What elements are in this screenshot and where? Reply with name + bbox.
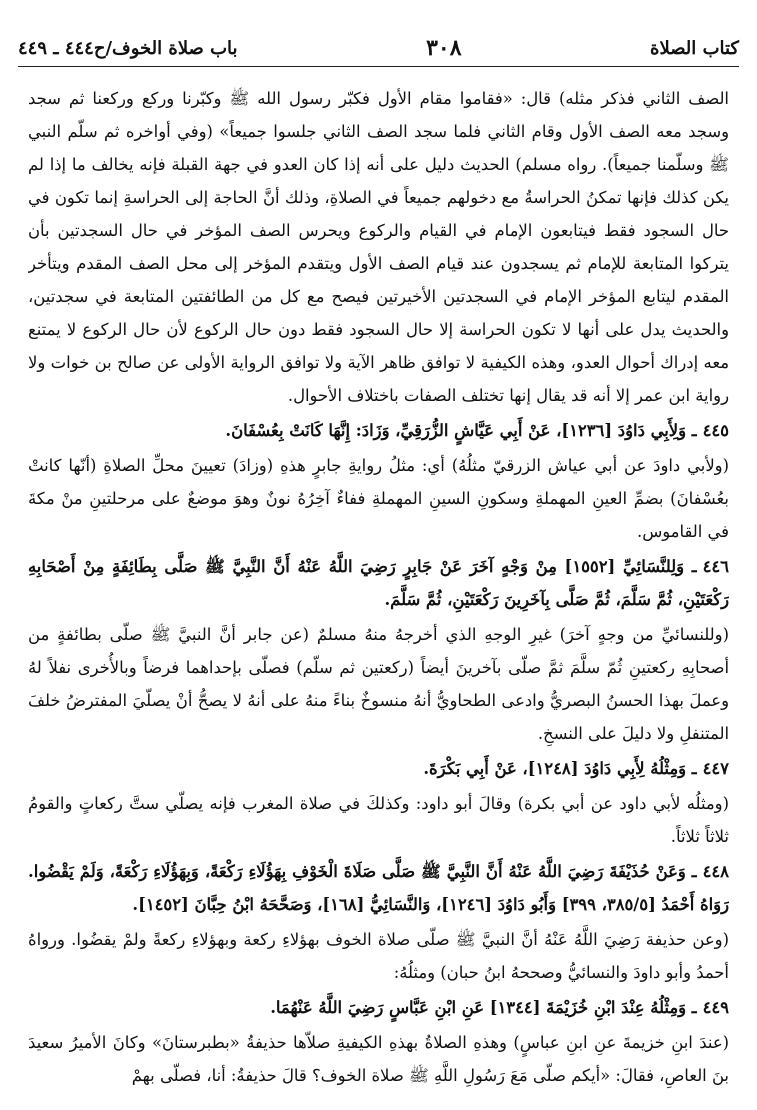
commentary-paragraph: الصف الثاني فذكر مثله) قال: «فقاموا مقام الأول فكبّر رسول الله ﷺ وكبّرنا وركع وركعنا ثم سجد وسجد معه الصف الأول وقام الثاني فلما سجد الصف الثاني جلسوا جميعاً» (وفي أواخره ثم سلّم النبي ﷺ وسلّمنا جميعاً). رواه مسلم) الحديث دليل على أنه إذا كان العدو في جهة القبلة فإنه يخالف ما إذا لم يكن كذلك فإنها تمكنُ الحراسةُ مع دخولهم جميعاً في الصلاةِ، وذلك أنَّ الحاجة إلى الحراسةِ إنما تكون في حال السجود فقط فيتابعون الإمام في القيام والركوع ويحرس الصف المؤخر في حال السجدتين بأن يتركوا المتابعة للإمام ثم يسجدون عند قيام الصف الأول ويتقدم المؤخر إلى محل الصف المقدم ويتأخر المقدم ليتابع المؤخر الإمام في السجدتين الأخيرتين فيصح مع كل من الطائفتين المتابعة في سجدتين، والحديث يدل على أنها لا تكون الحراسة إلا حال السجود فقط دون حال الركوع لأن حال الركوع لا يمتنع معه إدراك أحوال العدو، وهذه الكيفية لا توافق ظاهر الآية ولا توافق الرواية الأولى عن صالح بن خوات ولا رواية ابن عمر إلا أنه قد يقال إنها تختلف الصفات باختلاف الأحوال. — [28, 89, 729, 405]
hadith-text: ٤٤٦ـ وَلِلنَّسَائِيِّ [١٥٥٢] مِنْ وَجْهٍ آخَرَ عَنْ جَابِرٍ رَضِيَ اللَّهُ عَنْهُ أَنَّ النَّبِيَّ ﷺ صَلَّى بِطَائِفَةٍ مِنْ أَصْحَابِهِ رَكْعَتَيْنِ، ثُمَّ سَلَّمَ، ثُمَّ صَلَّى بِآخَرِينَ رَكْعَتَيْنِ، ثُمَّ سَلَّمَ. — [28, 557, 729, 609]
commentary-paragraph: (وللنسائيِّ من وجهٍ آخرَ) غيرِ الوجهِ الذي أخرجهُ منهُ مسلمٌ (عن جابر أنَّ النبيَّ ﷺ صلّى بطائفةٍ من أصحابِهِ ركعتينِ ثُمّ سلَّمَ ثمَّ صلّى بآخرينَ أيضاً (ركعتين ثم سلّم) فصلّى بإحداهما فرضاً وبالأُخرى نفلاً لهُ وعملَ بهذا الحسنُ البصريُّ وادعى الطحاويُّ أنهُ منسوخٌ بناءً منهُ على أنهُ لا يصحُّ أنْ يصلّيَ المفترضُ خلفَ المتنفلِ ولا دليلَ على النسخِ. — [28, 625, 729, 743]
hadith-text: ٤٤٧ـ وَمِثْلُهُ لِأَبِي دَاوُدَ [١٢٤٨]، عَنْ أَبِي بَكْرَةَ. — [423, 759, 729, 778]
running-header — [18, 30, 739, 67]
hadith-number: ٤٤٧ — [702, 759, 729, 778]
hadith-text: ٤٤٨ـ وَعَنْ حُذَيْفَةَ رَضِيَ اللَّهُ عَنْهُ أَنَّ النَّبِيَّ ﷺ صَلَّى صَلَاةَ الْخَوْفِ بِهَؤُلَاءِ رَكْعَةً، وَبِهَؤُلَاءِ رَكْعَةً، وَلَمْ يَقْضُوا. رَوَاهُ أَحْمَدُ [٣٨٥/٥، ٣٩٩] وَأَبُو دَاوُدَ [١٢٤٦]، وَالنَّسَائِيُّ [١٦٨]، وَصَحَّحَهُ ابْنُ حِبَّانَ [١٤٥٢]. — [28, 862, 729, 914]
page-body — [28, 82, 729, 1102]
commentary-paragraph: (وعن حذيفة رَضِيَ اللَّهُ عَنْهُ أنَّ النبيَّ ﷺ صلّى صلاة الخوف بهؤلاءِ ركعة وبهؤلاءِ ركعةً ولمْ يقضُوا. ورواهُ أحمدُ وأبو داودَ والنسائيُّ وصححهُ ابنُ حبان) ومثلُهُ: — [28, 930, 729, 982]
hadith-text: ٤٤٥ـ وَلِأَبِي دَاوُدَ [١٢٣٦]، عَنْ أَبِي عَيَّاشٍ الزُّرَقِيِّ، وَزَادَ: إِنَّهَا كَانَتْ بِعُسْفَانَ. — [225, 421, 729, 440]
page-number: ٣٠٨ — [426, 35, 462, 61]
hadith-number: ٤٤٨ — [702, 862, 729, 881]
book-title: كتاب الصلاة — [650, 37, 739, 59]
chapter-title: باب صلاة الخوف/ح٤٤٤ ـ ٤٤٩ — [18, 37, 238, 59]
hadith-text: ٤٤٩ـ وَمِثْلُهُ عِنْدَ ابْنِ خُزَيْمَةَ [١٣٤٤] عَنِ ابْنِ عَبَّاسٍ رَضِيَ اللَّهُ عَنْهُمَا. — [270, 998, 729, 1017]
hadith-number: ٤٤٩ — [702, 998, 729, 1017]
commentary-paragraph: (ولأبي داودَ عن أبي عياش الزرقيّ مثلُهُ) أي: مثلُ روايةِ جابرٍ هذهِ (وزادَ) تعيينَ محلِّ الصلاةِ (أنّها كانتْ بعُسْفانَ) بضمِّ العينِ المهملةِ وسكونِ السينِ المهملةِ ففاءٌ آخِرُهُ نونٌ وهوَ موضعٌ على مرحلتينِ منْ مكةَ في القاموس. — [28, 456, 729, 541]
commentary-paragraph: (عندَ ابنِ خزيمةَ عنِ ابنِ عباسٍ) وهذهِ الصلاةُ بهذهِ الكيفيةِ صلاّها حذيفةُ «بطبرستانَ» وكانَ الأميرُ سعيدَ بنَ العاصِ، فقالَ: «أيكم صلّى مَعَ رَسُولِ اللَّهِ ﷺ صلاة الخوف؟ قالَ حذيفةُ: أنا، فصلّى بهمْ — [28, 1033, 729, 1085]
hadith-number: ٤٤٥ — [702, 421, 729, 440]
hadith-number: ٤٤٦ — [702, 557, 729, 576]
commentary-paragraph: (ومثلُه لأبي داود عن أبي بكرة) وقالَ أبو داود: وكذلكَ في صلاة المغرب فإنه يصلّي ستَّ ركعاتٍ والقومُ ثلاثاً ثلاثاً. — [28, 794, 729, 846]
